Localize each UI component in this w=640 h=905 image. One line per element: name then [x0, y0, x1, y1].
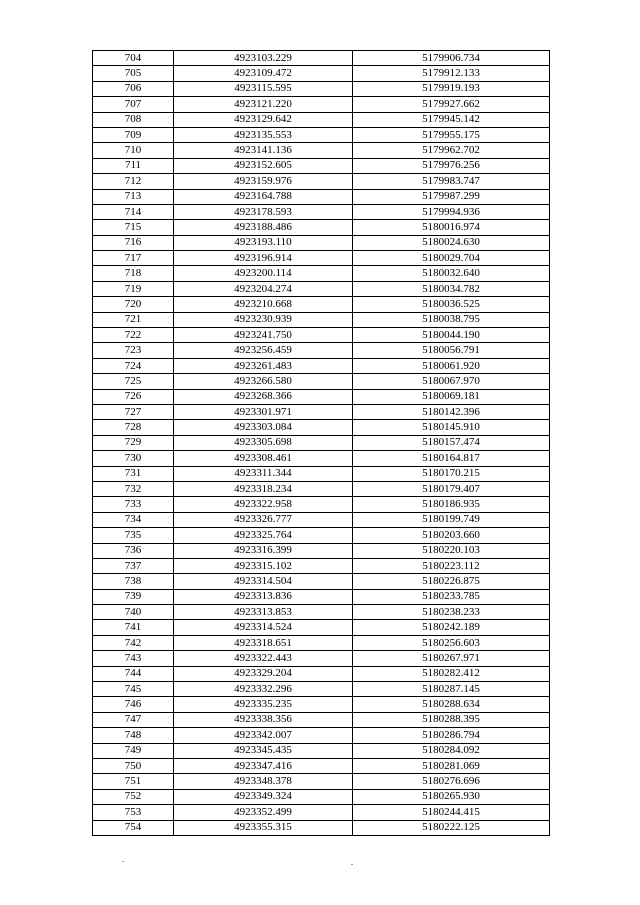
y-coordinate-cell: 5180199.749 — [353, 512, 550, 527]
table-row — [93, 543, 550, 558]
point-number-cell: 715 — [93, 220, 174, 235]
x-coordinate-cell: 4923135.553 — [174, 127, 353, 142]
x-coordinate-cell: 4923332.296 — [174, 682, 353, 697]
y-coordinate-cell: 5180142.396 — [353, 404, 550, 419]
y-coordinate-cell: 5180286.794 — [353, 728, 550, 743]
x-coordinate-cell: 4923314.504 — [174, 574, 353, 589]
y-coordinate-cell: 5179994.936 — [353, 204, 550, 219]
point-number-cell: 742 — [93, 635, 174, 650]
point-number-cell: 726 — [93, 389, 174, 404]
x-coordinate-cell: 4923196.914 — [174, 251, 353, 266]
point-number-cell: 750 — [93, 758, 174, 773]
point-number-cell: 738 — [93, 574, 174, 589]
x-coordinate-cell: 4923303.084 — [174, 420, 353, 435]
point-number-cell: 705 — [93, 66, 174, 81]
point-number-cell: 747 — [93, 712, 174, 727]
y-coordinate-cell: 5179955.175 — [353, 127, 550, 142]
x-coordinate-cell: 4923301.971 — [174, 404, 353, 419]
point-number-cell: 714 — [93, 204, 174, 219]
table-row — [93, 281, 550, 296]
table-row — [93, 51, 550, 66]
point-number-cell: 743 — [93, 651, 174, 666]
table-row — [93, 97, 550, 112]
table-row — [93, 204, 550, 219]
point-number-cell: 704 — [93, 51, 174, 66]
point-number-cell: 741 — [93, 620, 174, 635]
y-coordinate-cell: 5180067.970 — [353, 374, 550, 389]
y-coordinate-cell: 5180267.971 — [353, 651, 550, 666]
table-row — [93, 174, 550, 189]
point-number-cell: 719 — [93, 281, 174, 296]
point-number-cell: 707 — [93, 97, 174, 112]
x-coordinate-cell: 4923325.764 — [174, 528, 353, 543]
table-row — [93, 697, 550, 712]
x-coordinate-cell: 4923152.605 — [174, 158, 353, 173]
table-row — [93, 605, 550, 620]
x-coordinate-cell: 4923313.853 — [174, 605, 353, 620]
y-coordinate-cell: 5180226.875 — [353, 574, 550, 589]
x-coordinate-cell: 4923121.220 — [174, 97, 353, 112]
y-coordinate-cell: 5179906.734 — [353, 51, 550, 66]
y-coordinate-cell: 5180242.189 — [353, 620, 550, 635]
table-row — [93, 774, 550, 789]
x-coordinate-cell: 4923349.324 — [174, 789, 353, 804]
table-row — [93, 297, 550, 312]
x-coordinate-cell: 4923200.114 — [174, 266, 353, 281]
point-number-cell: 731 — [93, 466, 174, 481]
y-coordinate-cell: 5179927.662 — [353, 97, 550, 112]
y-coordinate-cell: 5180288.395 — [353, 712, 550, 727]
x-coordinate-cell: 4923129.642 — [174, 112, 353, 127]
y-coordinate-cell: 5180038.795 — [353, 312, 550, 327]
y-coordinate-cell: 5180288.634 — [353, 697, 550, 712]
x-coordinate-cell: 4923352.499 — [174, 805, 353, 820]
x-coordinate-cell: 4923311.344 — [174, 466, 353, 481]
point-number-cell: 716 — [93, 235, 174, 250]
point-number-cell: 737 — [93, 558, 174, 573]
table-row — [93, 127, 550, 142]
x-coordinate-cell: 4923329.204 — [174, 666, 353, 681]
x-coordinate-cell: 4923348.378 — [174, 774, 353, 789]
x-coordinate-cell: 4923141.136 — [174, 143, 353, 158]
y-coordinate-cell: 5179912.133 — [353, 66, 550, 81]
y-coordinate-cell: 5180256.603 — [353, 635, 550, 650]
y-coordinate-cell: 5179945.142 — [353, 112, 550, 127]
x-coordinate-cell: 4923347.416 — [174, 758, 353, 773]
x-coordinate-cell: 4923316.399 — [174, 543, 353, 558]
table-row — [93, 528, 550, 543]
table-row — [93, 235, 550, 250]
scan-speck — [122, 861, 124, 862]
x-coordinate-cell: 4923355.315 — [174, 820, 353, 835]
y-coordinate-cell: 5180069.181 — [353, 389, 550, 404]
y-coordinate-cell: 5180233.785 — [353, 589, 550, 604]
table-row — [93, 635, 550, 650]
point-number-cell: 748 — [93, 728, 174, 743]
point-number-cell: 753 — [93, 805, 174, 820]
point-number-cell: 728 — [93, 420, 174, 435]
y-coordinate-cell: 5179987.299 — [353, 189, 550, 204]
y-coordinate-cell: 5180164.817 — [353, 451, 550, 466]
point-number-cell: 746 — [93, 697, 174, 712]
table-row — [93, 220, 550, 235]
x-coordinate-cell: 4923159.976 — [174, 174, 353, 189]
y-coordinate-cell: 5180281.069 — [353, 758, 550, 773]
x-coordinate-cell: 4923256.459 — [174, 343, 353, 358]
table-row — [93, 158, 550, 173]
point-number-cell: 708 — [93, 112, 174, 127]
table-row — [93, 682, 550, 697]
coordinates-table — [92, 50, 550, 836]
table-row — [93, 789, 550, 804]
point-number-cell: 754 — [93, 820, 174, 835]
point-number-cell: 727 — [93, 404, 174, 419]
x-coordinate-cell: 4923318.234 — [174, 481, 353, 496]
point-number-cell: 732 — [93, 481, 174, 496]
x-coordinate-cell: 4923261.483 — [174, 358, 353, 373]
table-row — [93, 820, 550, 835]
point-number-cell: 717 — [93, 251, 174, 266]
table-row — [93, 389, 550, 404]
point-number-cell: 709 — [93, 127, 174, 142]
x-coordinate-cell: 4923318.651 — [174, 635, 353, 650]
point-number-cell: 740 — [93, 605, 174, 620]
point-number-cell: 724 — [93, 358, 174, 373]
x-coordinate-cell: 4923210.668 — [174, 297, 353, 312]
point-number-cell: 718 — [93, 266, 174, 281]
table-row — [93, 81, 550, 96]
coordinates-table-body — [93, 51, 550, 836]
x-coordinate-cell: 4923103.229 — [174, 51, 353, 66]
y-coordinate-cell: 5180032.640 — [353, 266, 550, 281]
y-coordinate-cell: 5180170.215 — [353, 466, 550, 481]
point-number-cell: 752 — [93, 789, 174, 804]
x-coordinate-cell: 4923308.461 — [174, 451, 353, 466]
point-number-cell: 744 — [93, 666, 174, 681]
point-number-cell: 733 — [93, 497, 174, 512]
y-coordinate-cell: 5180179.407 — [353, 481, 550, 496]
x-coordinate-cell: 4923335.235 — [174, 697, 353, 712]
point-number-cell: 729 — [93, 435, 174, 450]
point-number-cell: 735 — [93, 528, 174, 543]
table-row — [93, 758, 550, 773]
x-coordinate-cell: 4923315.102 — [174, 558, 353, 573]
x-coordinate-cell: 4923338.356 — [174, 712, 353, 727]
table-row — [93, 574, 550, 589]
table-row — [93, 558, 550, 573]
y-coordinate-cell: 5180036.525 — [353, 297, 550, 312]
table-row — [93, 712, 550, 727]
x-coordinate-cell: 4923342.007 — [174, 728, 353, 743]
point-number-cell: 720 — [93, 297, 174, 312]
point-number-cell: 722 — [93, 328, 174, 343]
y-coordinate-cell: 5180034.782 — [353, 281, 550, 296]
y-coordinate-cell: 5179983.747 — [353, 174, 550, 189]
x-coordinate-cell: 4923193.110 — [174, 235, 353, 250]
table-row — [93, 251, 550, 266]
table-row — [93, 420, 550, 435]
y-coordinate-cell: 5180222.125 — [353, 820, 550, 835]
table-row — [93, 466, 550, 481]
x-coordinate-cell: 4923322.958 — [174, 497, 353, 512]
x-coordinate-cell: 4923314.524 — [174, 620, 353, 635]
table-row — [93, 451, 550, 466]
y-coordinate-cell: 5180282.412 — [353, 666, 550, 681]
y-coordinate-cell: 5180145.910 — [353, 420, 550, 435]
y-coordinate-cell: 5180056.791 — [353, 343, 550, 358]
y-coordinate-cell: 5180203.660 — [353, 528, 550, 543]
table-row — [93, 66, 550, 81]
point-number-cell: 706 — [93, 81, 174, 96]
x-coordinate-cell: 4923268.366 — [174, 389, 353, 404]
y-coordinate-cell: 5180024.630 — [353, 235, 550, 250]
table-row — [93, 189, 550, 204]
x-coordinate-cell: 4923241.750 — [174, 328, 353, 343]
point-number-cell: 734 — [93, 512, 174, 527]
table-row — [93, 728, 550, 743]
table-row — [93, 374, 550, 389]
table-row — [93, 266, 550, 281]
point-number-cell: 751 — [93, 774, 174, 789]
y-coordinate-cell: 5180061.920 — [353, 358, 550, 373]
x-coordinate-cell: 4923188.486 — [174, 220, 353, 235]
y-coordinate-cell: 5180186.935 — [353, 497, 550, 512]
point-number-cell: 745 — [93, 682, 174, 697]
point-number-cell: 711 — [93, 158, 174, 173]
table-row — [93, 512, 550, 527]
x-coordinate-cell: 4923178.593 — [174, 204, 353, 219]
x-coordinate-cell: 4923313.836 — [174, 589, 353, 604]
y-coordinate-cell: 5180265.930 — [353, 789, 550, 804]
point-number-cell: 712 — [93, 174, 174, 189]
y-coordinate-cell: 5179962.702 — [353, 143, 550, 158]
y-coordinate-cell: 5180223.112 — [353, 558, 550, 573]
x-coordinate-cell: 4923305.698 — [174, 435, 353, 450]
table-row — [93, 651, 550, 666]
table-row — [93, 589, 550, 604]
y-coordinate-cell: 5180238.233 — [353, 605, 550, 620]
table-row — [93, 805, 550, 820]
x-coordinate-cell: 4923266.580 — [174, 374, 353, 389]
x-coordinate-cell: 4923322.443 — [174, 651, 353, 666]
x-coordinate-cell: 4923164.788 — [174, 189, 353, 204]
x-coordinate-cell: 4923230.939 — [174, 312, 353, 327]
scan-speck — [351, 864, 353, 865]
table-row — [93, 743, 550, 758]
table-row — [93, 312, 550, 327]
x-coordinate-cell: 4923109.472 — [174, 66, 353, 81]
table-row — [93, 404, 550, 419]
table-row — [93, 112, 550, 127]
point-number-cell: 736 — [93, 543, 174, 558]
y-coordinate-cell: 5180157.474 — [353, 435, 550, 450]
point-number-cell: 730 — [93, 451, 174, 466]
y-coordinate-cell: 5180287.145 — [353, 682, 550, 697]
point-number-cell: 721 — [93, 312, 174, 327]
table-row — [93, 358, 550, 373]
point-number-cell: 710 — [93, 143, 174, 158]
x-coordinate-cell: 4923115.595 — [174, 81, 353, 96]
y-coordinate-cell: 5180244.415 — [353, 805, 550, 820]
table-row — [93, 481, 550, 496]
x-coordinate-cell: 4923345.435 — [174, 743, 353, 758]
table-row — [93, 435, 550, 450]
point-number-cell: 713 — [93, 189, 174, 204]
y-coordinate-cell: 5179919.193 — [353, 81, 550, 96]
x-coordinate-cell: 4923204.274 — [174, 281, 353, 296]
y-coordinate-cell: 5179976.256 — [353, 158, 550, 173]
point-number-cell: 723 — [93, 343, 174, 358]
table-row — [93, 328, 550, 343]
point-number-cell: 725 — [93, 374, 174, 389]
y-coordinate-cell: 5180029.704 — [353, 251, 550, 266]
y-coordinate-cell: 5180284.092 — [353, 743, 550, 758]
y-coordinate-cell: 5180276.696 — [353, 774, 550, 789]
table-row — [93, 620, 550, 635]
table-row — [93, 666, 550, 681]
table-row — [93, 497, 550, 512]
point-number-cell: 739 — [93, 589, 174, 604]
x-coordinate-cell: 4923326.777 — [174, 512, 353, 527]
y-coordinate-cell: 5180044.190 — [353, 328, 550, 343]
point-number-cell: 749 — [93, 743, 174, 758]
y-coordinate-cell: 5180220.103 — [353, 543, 550, 558]
table-row — [93, 143, 550, 158]
table-row — [93, 343, 550, 358]
y-coordinate-cell: 5180016.974 — [353, 220, 550, 235]
